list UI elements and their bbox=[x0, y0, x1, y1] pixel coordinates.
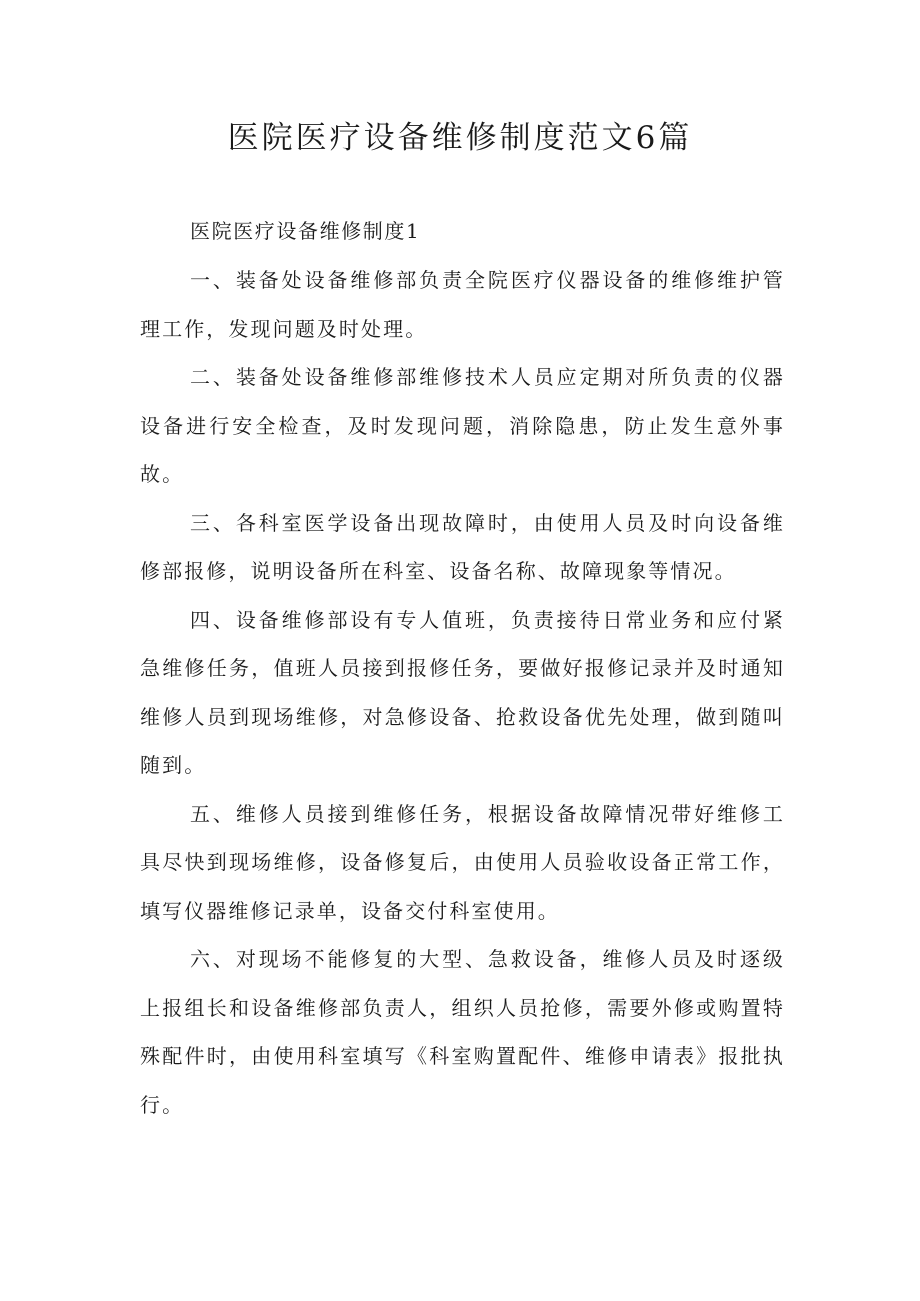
paragraph-2: 二、装备处设备维修部维修技术人员应定期对所负责的仪器设备进行安全检查，及时发现问题，消除隐患，防止发生意外事故。 bbox=[140, 365, 785, 486]
paragraph-6: 六、对现场不能修复的大型、急救设备，维修人员及时逐级上报组长和设备维修部负责人，组织人员抢修，需要外修或购置特殊配件时，由使用科室填写《科室购置配件、维修申请表》报批执行。 bbox=[140, 947, 785, 1117]
document-body bbox=[140, 206, 785, 1129]
paragraph-3: 三、各科室医学设备出现故障时，由使用人员及时向设备维修部报修，说明设备所在科室、设备名称、故障现象等情况。 bbox=[140, 510, 785, 583]
document-title: 医院医疗设备维修制度范文6篇 bbox=[227, 120, 693, 156]
paragraph-4: 四、设备维修部设有专人值班，负责接待日常业务和应付紧急维修任务，值班人员接到报修任务，要做好报修记录并及时通知维修人员到现场维修，对急修设备、抢救设备优先处理，做到随叫随到。 bbox=[140, 607, 785, 777]
section-heading: 医院医疗设备维修制度1 bbox=[190, 219, 421, 243]
paragraph-1: 一、装备处设备维修部负责全院医疗仪器设备的维修维护管理工作，发现问题及时处理。 bbox=[140, 268, 785, 341]
paragraph-5: 五、维修人员接到维修任务，根据设备故障情况带好维修工具尽快到现场维修，设备修复后，由使用人员验收设备正常工作，填写仪器维修记录单，设备交付科室使用。 bbox=[140, 801, 785, 923]
